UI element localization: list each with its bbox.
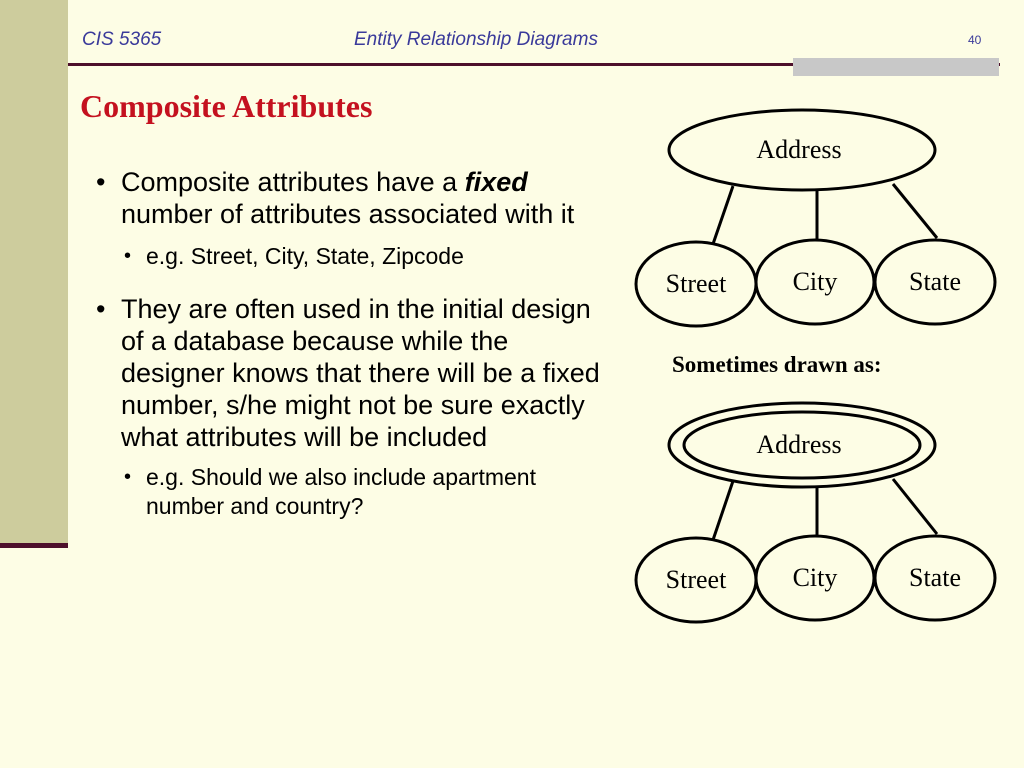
attribute-label-address: Address [756, 135, 842, 164]
sub-bullet-dot: • [124, 466, 132, 488]
bullet-dot: • [96, 294, 106, 324]
bullet-text-emphasis: fixed [464, 167, 528, 197]
attribute-label-street: Street [665, 565, 727, 594]
attribute-label-street: Street [665, 269, 727, 298]
deck-title: Entity Relationship Diagrams [354, 29, 598, 50]
bullet-text-post: number of attributes associated with it [121, 199, 575, 229]
diagram-caption: Sometimes drawn as: [672, 352, 882, 377]
course-code: CIS 5365 [82, 29, 162, 50]
connector-line [713, 481, 733, 540]
sub-bullet-dot: • [124, 245, 132, 267]
bullet-dot: • [96, 167, 106, 197]
bullet-text-pre: Composite attributes have a [121, 167, 465, 197]
slide-title: Composite Attributes [80, 88, 373, 124]
slide-number: 40 [968, 33, 982, 47]
connector-line [893, 184, 937, 238]
attribute-label-city: City [792, 267, 838, 296]
sub-bullet-text: e.g. Street, City, State, Zipcode [146, 243, 464, 269]
bullet-text: They are often used in the initial design of a database because while the designer knows that there will be a fixed number, s/he might not be sure exactly what attributes will be included [121, 294, 600, 452]
sub-bullet-text: e.g. Should we also include apartment number and country? [146, 464, 536, 519]
attribute-label-city: City [792, 563, 838, 592]
attribute-label-state: State [909, 563, 961, 592]
connector-line [713, 186, 733, 244]
connector-line [893, 479, 937, 534]
attribute-label-state: State [909, 267, 961, 296]
attribute-label-address: Address [756, 430, 842, 459]
